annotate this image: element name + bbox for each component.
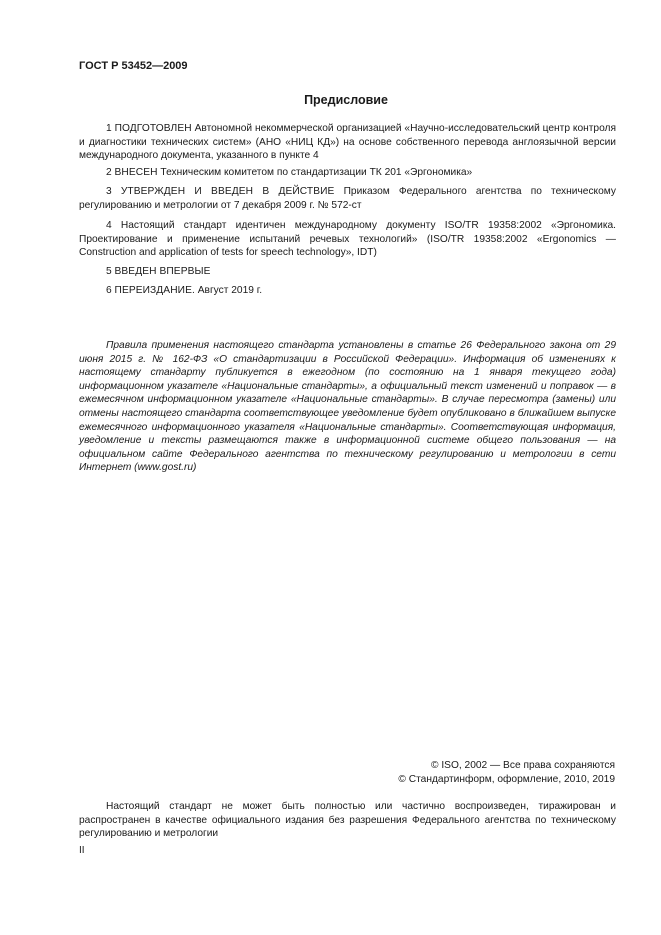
foreword-item-1 [79,122,616,163]
item-text: Автономной некоммерческой организацией «Научно-исследовательский центр контроля и диагностики технических систем» (АНО «НИЦ КД») на основе собственного перевода англоязычной версии международного документа, указанного в пункте 4 [79,123,616,162]
item-number: 2 [106,167,112,178]
item-number: 4 [106,220,112,231]
item-caps-label: ВВЕДЕН ВПЕРВЫЕ [114,266,211,277]
rules-note: Правила применения настоящего стандарта установлены в статье 26 Федерального закона от 29 июня 2015 г. № 162-ФЗ «О стандартизации в Российской Федерации». Информация об изменениях к настоящему стандарту публикуется в ежегодном (по состоянию на 1 января текущего года) информационном указателе «Национальные стандарты», а официальный текст изменений и поправок — в ежемесячном информационном указателе «Национальные стандарты». В случае пересмотра (замены) или отмены настоящего стандарта соответствующее уведомление будет опубликовано в ближайшем выпуске ежемесячного информационного указателя «Национальные стандарты». Соответствующая информация, уведомление и тексты размещаются также в информационной системе общего пользования — на официальном сайте Федерального агентства по техническому регулированию и метрологии в сети Интернет (www.gost.ru) [79,340,616,474]
item-number: 3 [106,186,112,197]
item-number: 1 [106,123,112,134]
item-text: Приказом Федерального агентства по техническому регулированию и метрологии от 7 декабря 2009 г. № 572-ст [79,186,616,211]
item-caps-label: ВНЕСЕН [114,167,158,178]
copyright-iso: © ISO, 2002 — Все права сохраняются [431,760,615,771]
item-text: Август 2019 г. [197,285,263,296]
item-caps-label: УТВЕРЖДЕН И ВВЕДЕН В ДЕЙСТВИЕ [120,186,335,197]
item-text: Техническим комитетом по стандартизации ТК 201 «Эргономика» [160,167,473,178]
page-number: II [79,845,85,856]
item-caps-label: ПОДГОТОВЛЕН [114,123,192,134]
item-text: Настоящий стандарт идентичен международному документу ISO/TR 19358:2002 «Эргономика. Проектирование и применение испытаний речевых технологий» (ISO/TR 19358:2002 «Ergonomics — Construction and application of tests for speech technology», IDT) [79,220,616,259]
foreword-item-6 [79,284,616,298]
copyright-standartinform: © Стандартинформ, оформление, 2010, 2019 [398,774,615,785]
foreword-item-3 [79,185,616,212]
reproduction-notice: Настоящий стандарт не может быть полностью или частично воспроизведен, тиражирован и распространен в качестве официального издания без разрешения Федерального агентства по техническому регулированию и метрологии [79,801,616,840]
page-title: Предисловие [304,93,388,107]
foreword-item-5 [79,265,616,279]
foreword-item-4 [79,219,616,260]
document-code: ГОСТ Р 53452—2009 [79,60,188,72]
foreword-item-2 [79,166,616,180]
item-number: 6 [106,285,112,296]
item-caps-label: ПЕРЕИЗДАНИЕ. [114,285,195,296]
item-number: 5 [106,266,112,277]
